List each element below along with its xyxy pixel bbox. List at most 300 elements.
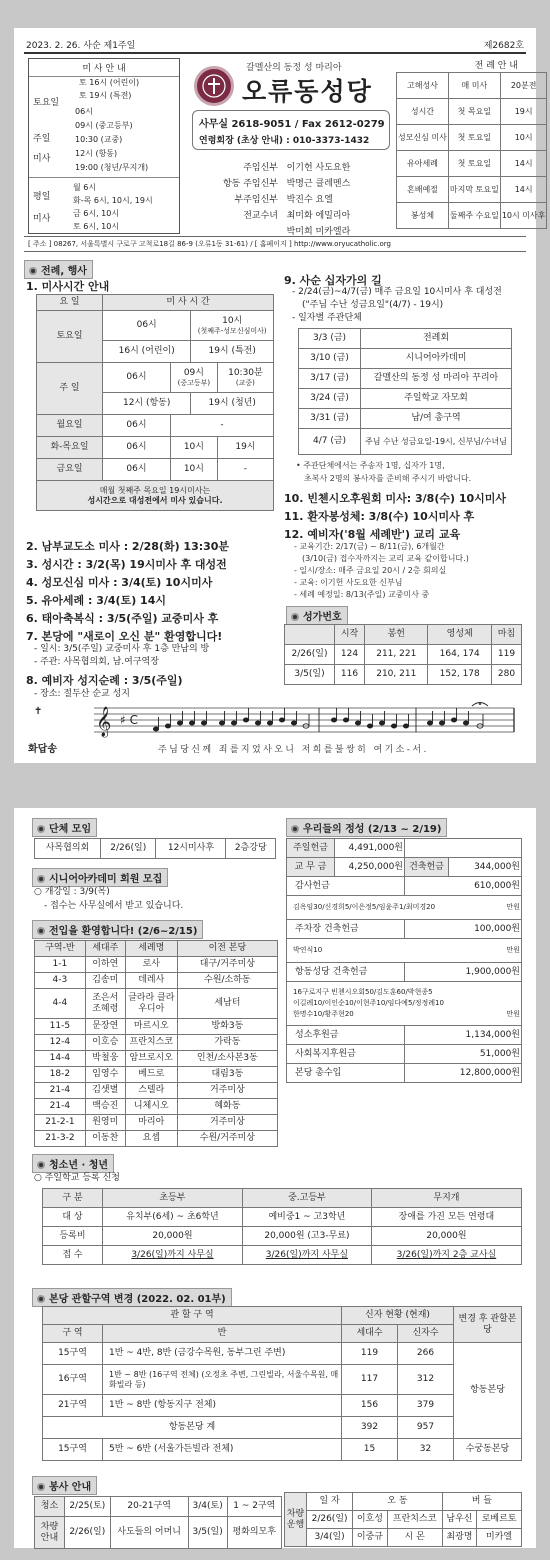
- table-row: [37, 311, 274, 341]
- table-cell: [37, 481, 274, 511]
- table-cell: 280: [491, 665, 521, 685]
- table-cell: 4,491,000원: [335, 839, 405, 858]
- table-cell: 데레사: [125, 973, 177, 989]
- item-12-note: (3/10(금) 접수자까지는 교리 교육 같이합니다.): [302, 554, 469, 563]
- table-cell: 본당 총수입: [287, 1064, 405, 1083]
- table-row: [287, 896, 522, 920]
- table-row: [299, 349, 512, 369]
- table-row: [35, 1497, 282, 1517]
- table-cell: 항동성당 건축헌금: [287, 963, 405, 982]
- table-cell: 성시간: [397, 99, 449, 125]
- table-cell: 혜화동: [177, 1099, 277, 1115]
- cell-note: (교중): [235, 378, 255, 387]
- table-cell: 1반 ~ 8반 (16구역 전체) (오정초 주변, 그린빌라, 서울수목원, 매화빌라 등): [103, 1365, 342, 1395]
- bullet-icon: [37, 927, 45, 935]
- table-cell: 토요일: [37, 311, 103, 363]
- table-row: [287, 1045, 522, 1064]
- mass-wd-list: [73, 181, 153, 233]
- stations-note1: • 주관단체에서는 주송자 1명, 십자가 1명,: [296, 461, 445, 470]
- table-cell: 124: [335, 645, 365, 665]
- table-cell: 06시: [103, 311, 191, 341]
- table-cell: 312: [398, 1365, 454, 1395]
- table-cell: 20,000원: [103, 1227, 243, 1246]
- cell-note: (첫째주-성모신심미사): [197, 326, 267, 335]
- mass-time-table: [36, 294, 274, 511]
- funeral-contact: 연령회장 (초상 안내) : 010-3373-1432: [199, 136, 370, 146]
- table-row: [35, 1099, 278, 1115]
- section-hymns: [286, 606, 348, 625]
- staff-role: 전교수녀: [243, 211, 278, 221]
- table-row: [285, 1529, 522, 1547]
- table-cell: 거주미상: [177, 1083, 277, 1099]
- item-12-teacher: - 교육: 이기헌 사도요한 신부님: [294, 578, 403, 587]
- bullet-icon: [37, 1483, 45, 1491]
- table-cell: 957: [398, 1417, 454, 1439]
- section-offering: [286, 818, 447, 837]
- table-header: 구 역: [43, 1325, 103, 1343]
- mass-sun-2: 09시 (중고등부): [75, 121, 133, 130]
- table-cell: 119: [342, 1343, 398, 1365]
- mass-wd-1: 월 6시: [73, 183, 97, 192]
- table-cell: 첫 목요일: [448, 99, 500, 125]
- table-cell: 06시: [103, 415, 171, 437]
- issue-number: 제2682호: [483, 41, 524, 51]
- table-cell: 둘째주 수요일: [448, 203, 500, 229]
- table-cell: 344,000원: [449, 858, 522, 877]
- table-cell: 시 몬: [387, 1529, 442, 1547]
- table-header: 세대수: [342, 1325, 398, 1343]
- table-cell: 3/31 (금): [299, 409, 361, 429]
- psalm-lyrics: 주님당신께 죄를지었사오니 저희를불쌍히 여기소-서.: [158, 745, 429, 755]
- table-header: 초등부: [103, 1189, 243, 1208]
- table-cell: 수원/소하동: [177, 973, 277, 989]
- unit-label: 만원: [506, 903, 520, 912]
- table-cell: 19시: [217, 437, 273, 459]
- table-row: [397, 177, 547, 203]
- table-cell: 미카엘: [477, 1529, 522, 1547]
- table-cell: 베드로: [125, 1067, 177, 1083]
- table-cell: 3/26(일)까지 2층 교사실: [371, 1246, 521, 1265]
- table-cell: 211, 221: [365, 645, 428, 665]
- bullet-icon: [37, 1161, 45, 1169]
- table-cell: 152, 178: [428, 665, 491, 685]
- table-cell: 마르시오: [125, 1019, 177, 1035]
- section-service: [32, 1476, 97, 1495]
- table-cell: 16시 (어린이): [103, 341, 191, 363]
- table-header: 구 분: [43, 1189, 103, 1208]
- table-cell: 32: [398, 1439, 454, 1461]
- table-header: 반: [103, 1325, 342, 1343]
- contact-box: [192, 110, 390, 150]
- section-title: 전입을 환영합니다! (2/6~2/15): [49, 926, 198, 937]
- stations-table: [298, 328, 512, 455]
- section-senior: [32, 868, 168, 887]
- table-row: [287, 939, 522, 963]
- table-cell: 첫 토요일: [448, 151, 500, 177]
- table-cell: 예비중1 ~ 고3학년: [242, 1208, 371, 1227]
- section-groups: [32, 818, 97, 837]
- table-cell: 2/26(일): [65, 1517, 111, 1549]
- table-cell: 15: [342, 1439, 398, 1461]
- table-cell: 3/4(토): [188, 1497, 227, 1517]
- table-row: [43, 1365, 522, 1395]
- table-header: 마침: [491, 625, 521, 645]
- table-cell: 10시: [170, 437, 217, 459]
- bulletin-date: 2023. 2. 26. 사순 제1주일: [26, 41, 136, 51]
- table-cell: 12시미사후: [156, 839, 226, 859]
- mass-divider: [29, 177, 179, 178]
- item-2: 2. 남부교도소 미사 : 2/28(화) 13:30분: [26, 540, 230, 553]
- table-cell: 주차장 건축헌금: [287, 920, 405, 939]
- mass-wd-label: 평일: [33, 192, 51, 202]
- donor-list: 이길례10/이인순10/이현주10/임다예5/정정례10: [293, 999, 444, 1007]
- group-meeting-table: [34, 838, 276, 859]
- item-4: 4. 성모신심 미사 : 3/4(토) 10시미사: [26, 576, 213, 589]
- table-cell: 항동본당 계: [43, 1417, 342, 1439]
- table-row: [35, 941, 278, 957]
- table-cell: 주일헌금: [287, 839, 335, 858]
- svg-text:𝄞: 𝄞: [96, 707, 112, 737]
- item-11: 11. 환자봉성체: 3/8(수) 10시미사 후: [284, 510, 475, 523]
- driving-table: [284, 1492, 522, 1547]
- table-cell: 이하연: [85, 957, 125, 973]
- section-title: 전례, 행사: [41, 266, 87, 277]
- mass-wd-label2: 미사: [33, 214, 51, 224]
- table-cell: [287, 896, 522, 920]
- table-header: 오 동: [353, 1493, 443, 1511]
- section-title: 봉사 안내: [49, 1482, 92, 1493]
- table-cell: 20,000원: [371, 1227, 521, 1246]
- table-cell: 3/17 (금): [299, 369, 361, 389]
- table-row: [287, 877, 522, 896]
- table-cell: 성모신심 미사: [397, 125, 449, 151]
- cross-emblem-icon: [197, 69, 231, 103]
- table-cell: 14시: [500, 151, 547, 177]
- table-cell: 15구역: [43, 1343, 103, 1365]
- staff-role: 항동 주임신부: [222, 179, 278, 189]
- table-cell: 21구역: [43, 1395, 103, 1417]
- table-cell: -: [217, 459, 273, 481]
- item-7: 7. 본당에 "새로이 오신 분" 환영합니다!: [26, 630, 223, 643]
- table-cell: 등록비: [43, 1227, 103, 1246]
- table-header: 중.고등부: [242, 1189, 371, 1208]
- table-row: [285, 1493, 522, 1511]
- table-cell: 대림3동: [177, 1067, 277, 1083]
- section-welcome: [32, 920, 203, 939]
- table-row: [299, 369, 512, 389]
- table-cell: 10시: [170, 459, 217, 481]
- table-cell: 주일학교 자모회: [361, 389, 512, 409]
- table-row: [397, 99, 547, 125]
- mass-sat-label: 토요일: [33, 98, 60, 108]
- table-cell: 1,900,000원: [405, 963, 522, 982]
- table-cell: 임영수: [85, 1067, 125, 1083]
- parish-logo-text: 갈멜산의 동정 성 마리아: [246, 63, 342, 73]
- section-title: 우리들의 정성 (2/13 ~ 2/19): [303, 824, 442, 835]
- mass-wd-4: 토 6시, 10시: [73, 222, 120, 231]
- table-row: [285, 665, 522, 685]
- unit-label: 만원: [506, 1010, 520, 1018]
- psalm-label: 화답송: [28, 744, 57, 755]
- table-row: [43, 1325, 522, 1343]
- staff-role: 주임신부: [243, 163, 278, 173]
- table-row: [43, 1227, 522, 1246]
- table-row: [287, 963, 522, 982]
- table-row: [43, 1343, 522, 1365]
- table-cell: 3/4(일): [307, 1529, 353, 1547]
- table-cell: 갈멜산의 동정 성 마리아 꾸리아: [361, 369, 512, 389]
- section-title: 본당 관할구역 변경 (2022. 02. 01부): [49, 1294, 226, 1305]
- table-cell: 1,134,000원: [405, 1026, 522, 1045]
- table-cell: 글라라 클라우디아: [125, 989, 177, 1019]
- section-youth: [32, 1154, 114, 1173]
- table-cell: 210, 211: [365, 665, 428, 685]
- table-cell: 방화3동: [177, 1019, 277, 1035]
- table-cell: 116: [335, 665, 365, 685]
- table-header: 봉헌: [365, 625, 428, 645]
- table-header: [285, 625, 335, 645]
- table-cell: 화-목요일: [37, 437, 103, 459]
- staff-role: 부주임신부: [234, 195, 278, 205]
- table-cell: 51,000원: [405, 1045, 522, 1064]
- parish-name: 오류동성당: [242, 77, 373, 106]
- table-cell: 주 일: [37, 363, 103, 415]
- table-cell: 5반 ~ 6반 (서울가든빌라 전체): [103, 1439, 342, 1461]
- table-header: 미 사 시 간: [103, 295, 274, 311]
- senior-start: ○ 개강일 : 3/9(목): [34, 887, 110, 897]
- table-header: 구역-반: [35, 941, 86, 957]
- table-cell: 장애를 가진 모든 연령대: [371, 1208, 521, 1227]
- table-cell: 남/여 총구역: [361, 409, 512, 429]
- table-cell: 392: [342, 1417, 398, 1439]
- bullet-icon: [37, 825, 45, 833]
- table-cell: 19시 (청년): [191, 393, 274, 415]
- table-row: [37, 459, 274, 481]
- donor-list: 김옥임30/신경희5/이은정5/임윤주1/최미경20: [293, 903, 436, 912]
- table-cell: 12,800,000원: [405, 1064, 522, 1083]
- table-cell: 117: [342, 1365, 398, 1395]
- table-cell: 접 수: [43, 1246, 103, 1265]
- table-cell: 21-2-1: [35, 1115, 86, 1131]
- staff-list: [200, 160, 350, 240]
- table-cell: 119: [491, 645, 521, 665]
- item-12-baptism: - 세례 예정일: 8/13(주일) 교중미사 중: [294, 590, 430, 599]
- table-row: [397, 125, 547, 151]
- item-12-time: - 일시/장소: 매주 금요일 20시 / 2층 회의실: [294, 566, 447, 575]
- table-header: 요 일: [37, 295, 103, 311]
- item-8: 8. 예비자 성지순례 : 3/5(주일): [26, 674, 183, 687]
- school-registration-table: [42, 1188, 522, 1265]
- table-cell: 19시: [500, 99, 547, 125]
- table-cell: 156: [342, 1395, 398, 1417]
- section-title: 청소년 · 청년: [49, 1160, 109, 1171]
- table-cell: 월요일: [37, 415, 103, 437]
- table-row: [397, 73, 547, 99]
- item-5: 5. 유아세례 : 3/4(토) 14시: [26, 594, 166, 607]
- hymn-table: [284, 624, 522, 685]
- mass-sun-1: 06시: [75, 107, 93, 116]
- table-cell: 백승진: [85, 1099, 125, 1115]
- table-cell: 사도들의 어머니: [110, 1517, 188, 1549]
- table-cell: 원영미: [85, 1115, 125, 1131]
- donor-list: 한명수10/황주현20: [293, 1010, 354, 1018]
- table-cell: 이동찬: [85, 1131, 125, 1147]
- table-cell: 20-21구역: [110, 1497, 188, 1517]
- district-table: [42, 1306, 522, 1461]
- table-row: [43, 1417, 522, 1439]
- table-cell: 3/26(일)까지 사무실: [242, 1246, 371, 1265]
- table-cell: 니체시오: [125, 1099, 177, 1115]
- table-cell: 청소: [35, 1497, 65, 1517]
- table-row: [43, 1246, 522, 1265]
- table-cell: 수궁동본당: [454, 1439, 522, 1461]
- table-row: [43, 1189, 522, 1208]
- stations-note2: 초복사 2명의 봉사자를 준비해 주시기 바랍니다.: [304, 474, 472, 483]
- table-row: [299, 429, 512, 455]
- staff-name: 박명근 클레멘스: [286, 179, 351, 189]
- table-cell: 문장연: [85, 1019, 125, 1035]
- table-row: [35, 1019, 278, 1035]
- table-cell: 379: [398, 1395, 454, 1417]
- table-cell: 수원/거주미상: [177, 1131, 277, 1147]
- table-row: [397, 203, 547, 229]
- table-row: [285, 645, 522, 665]
- table-cell: 19시 (특전): [191, 341, 274, 363]
- note-line: 성시간으로 대성전에서 미사 있습니다.: [87, 495, 223, 505]
- table-row: [287, 858, 522, 877]
- table-cell: 사회복지후원금: [287, 1045, 405, 1064]
- table-header: 변경 후 관할본당: [454, 1307, 522, 1343]
- table-cell: 성소후원금: [287, 1026, 405, 1045]
- note-line: 매월 첫째주 목요일 19시미사는: [99, 486, 211, 496]
- table-cell: 06시: [103, 459, 171, 481]
- table-row: [35, 1517, 282, 1549]
- table-cell: 대구/거주미상: [177, 957, 277, 973]
- table-cell: 11-5: [35, 1019, 86, 1035]
- table-cell: 3/26(일)까지 사무실: [103, 1246, 243, 1265]
- table-cell: 3/24 (금): [299, 389, 361, 409]
- table-cell: 봉성체: [397, 203, 449, 229]
- offering-table: [286, 838, 522, 1083]
- table-row: [37, 295, 274, 311]
- table-cell: [191, 311, 274, 341]
- table-cell: 1반 ~ 4반, 8반 (금강수목원, 동부그린 주변): [103, 1343, 342, 1365]
- item-7-date: - 일시: 3/5(주일) 교중미사 후 1층 만남의 방: [34, 644, 210, 654]
- table-header: 버 들: [442, 1493, 521, 1511]
- table-cell: 감사헌금: [287, 877, 405, 896]
- table-row: [35, 1035, 278, 1051]
- table-cell: 4,250,000원: [335, 858, 405, 877]
- table-cell: 10시 미사후: [500, 203, 547, 229]
- item-6: 6. 태아축복식 : 3/5(주일) 교중미사 후: [26, 612, 219, 625]
- table-cell: [287, 982, 522, 1026]
- table-cell: 대 상: [43, 1208, 103, 1227]
- bulletin-page-1: [14, 28, 546, 763]
- address-bar: [ 주소 ] 08267, 서울특별시 구로구 고척로18길 86-9 (오류1동 31-61) / [ 홈페이지 ] http://www.oryucatholic.org: [24, 236, 526, 252]
- table-cell: [170, 363, 217, 393]
- table-cell: 06시: [103, 363, 171, 393]
- table-cell: 요셉: [125, 1131, 177, 1147]
- table-row: [287, 920, 522, 939]
- table-header: 관 할 구 역: [43, 1307, 342, 1325]
- mass-box-title: 미 사 안 내: [29, 61, 179, 77]
- table-cell: 12-4: [35, 1035, 86, 1051]
- table-cell: 가락동: [177, 1035, 277, 1051]
- staff-name: 박진수 요엘: [286, 195, 333, 205]
- table-cell: 2/26(일): [307, 1511, 353, 1529]
- table-cell: 3/3 (금): [299, 329, 361, 349]
- mass-wd-3: 금 6시, 10시: [73, 209, 120, 218]
- mass-sun-4: 12시 (항동): [75, 149, 118, 158]
- table-row: [35, 973, 278, 989]
- table-cell: 혼배예절: [397, 177, 449, 203]
- mass-sun-label2: 미사: [33, 154, 51, 164]
- table-row: [287, 982, 522, 1026]
- item-9: 9. 사순 십자가의 길: [284, 274, 382, 287]
- youth-subtitle: ○ 주일학교 등록 신청: [34, 1173, 120, 1183]
- newcomer-table: [34, 940, 278, 1147]
- bullet-icon: [291, 825, 299, 833]
- table-cell: 유치부(6세) ~ 초6학년: [103, 1208, 243, 1227]
- item-12: 12. 예비자('8월 세례반') 교리 교육: [284, 528, 461, 541]
- table-row: [37, 363, 274, 393]
- table-cell: 전례회: [361, 329, 512, 349]
- table-cell: 3/5(일): [188, 1517, 227, 1549]
- unit-label: 만원: [506, 946, 520, 955]
- table-cell: [217, 363, 273, 393]
- donor-list: 박연식10: [293, 946, 323, 955]
- table-row: [35, 989, 278, 1019]
- table-cell: 마지막 토요일: [448, 177, 500, 203]
- staff-name: 최미화 에밀리아: [286, 211, 351, 221]
- table-cell: 첫 토요일: [448, 125, 500, 151]
- table-row: [43, 1395, 522, 1417]
- mass-sun-label: 주일: [33, 134, 51, 144]
- stations-line2: ("주님 수난 성금요일"(4/7) - 19시): [302, 300, 444, 310]
- table-cell: 김샛별: [85, 1083, 125, 1099]
- table-row: [397, 151, 547, 177]
- table-cell: 김송미: [85, 973, 125, 989]
- cell-text: 10시: [222, 316, 243, 327]
- table-cell: 세남터: [177, 989, 277, 1019]
- table-header: 신자수: [398, 1325, 454, 1343]
- section-title: 시니어아카데미 회원 모집: [49, 874, 163, 885]
- table-row: [43, 1439, 522, 1461]
- table-row: [287, 1064, 522, 1083]
- table-row: [37, 415, 274, 437]
- table-row: [287, 839, 522, 858]
- table-cell: 금요일: [37, 459, 103, 481]
- table-cell: 시니어아카데미: [361, 349, 512, 369]
- mass-wd-2: 화-목 6시, 10시, 19시: [73, 196, 153, 205]
- section-liturgy: [24, 260, 93, 279]
- cleaning-table: [34, 1496, 282, 1549]
- table-cell: 매 미사: [448, 73, 500, 99]
- table-row: [35, 839, 276, 859]
- table-cell: 최광명: [442, 1529, 476, 1547]
- parish-logo-icon: [194, 66, 234, 106]
- table-row: [35, 1131, 278, 1147]
- table-cell: 유아세례: [397, 151, 449, 177]
- mass-sun-list: [75, 105, 148, 175]
- item-3: 3. 성시간 : 3/2(목) 19시미사 후 대성전: [26, 558, 227, 571]
- bullet-icon: [29, 267, 37, 275]
- table-cell: 2층강당: [226, 839, 276, 859]
- bullet-icon: [291, 613, 299, 621]
- table-row: [43, 1307, 522, 1325]
- table-cell: 이중규: [353, 1529, 387, 1547]
- table-row: [35, 1051, 278, 1067]
